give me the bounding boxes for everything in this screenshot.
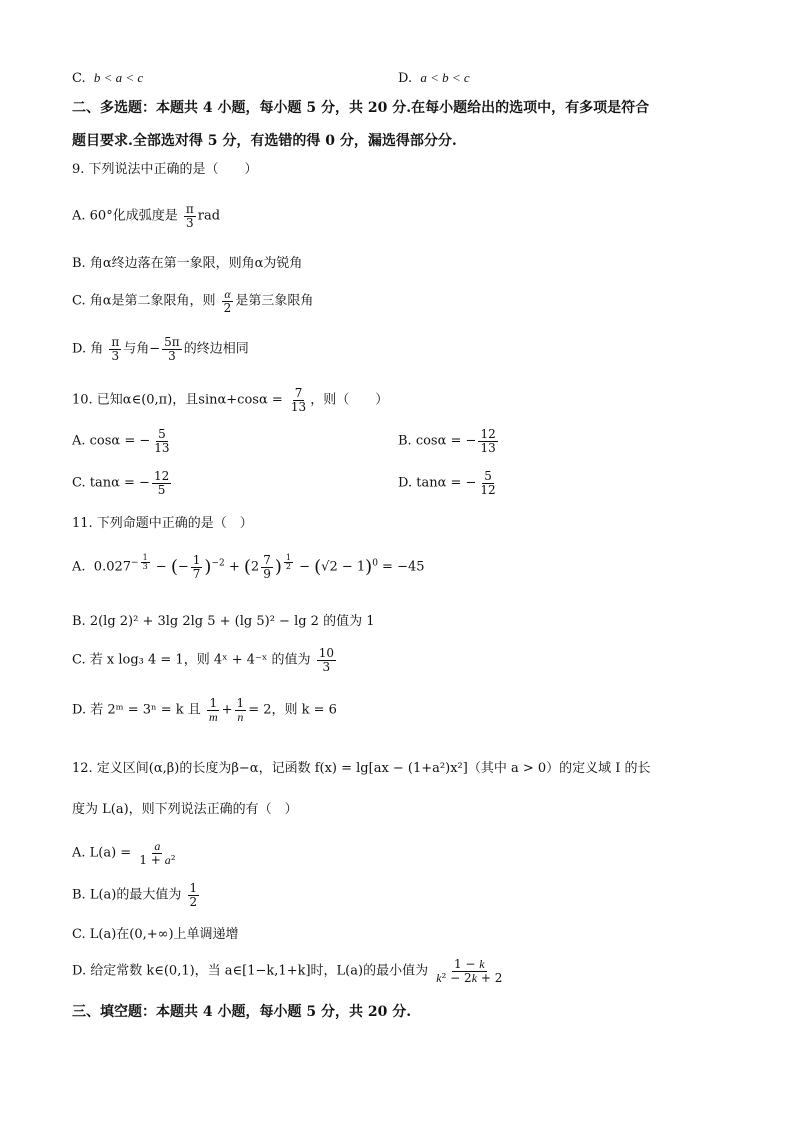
q9-option-b: B. 角α终边落在第一象限，则角α为锐角: [72, 256, 303, 271]
q12-option-d: D. 给定常数 k∈(0,1)，当 a∈[1−k,1+k]时，L(a)的最小值为 $\frac{1 - k}{\text{k² − 2k + 2}}$: [72, 957, 503, 985]
q12-option-a: A. L(a) = $\frac{a}{\text{1 + a²}}$: [72, 839, 176, 867]
option-c-prev: C. b < a < c: [72, 70, 144, 86]
q10-option-d: D. tanα = − $\frac{5}{12}$: [398, 469, 496, 497]
q11-option-b: B. 2(lg 2)² + 3lg 2lg 5 + (lg 5)² − lg 2 的值为 1: [72, 614, 375, 629]
section2-line2: 题目要求.全部选对得 5 分，有选错的得 0 分，漏选得部分分.: [72, 133, 457, 149]
q11-stem: 11. 下列命题中正确的是（ ）: [72, 516, 253, 531]
q11-option-d: D. 若 2ᵐ = 3ⁿ = k 且 $\frac{1}{m}$ + $\frac{1}{n}$ = 2，则 k = 6: [72, 696, 337, 724]
q10-option-b: B. cosα = − $\frac{12}{13}$: [398, 427, 496, 455]
q9-option-c: C. 角α是第二象限角，则 $\frac{\alpha}{2}$ 是第三象限角: [72, 287, 314, 315]
q11-option-c: C. 若 x log₃ 4 = 1，则 4ˣ + 4⁻ˣ 的值为 $\frac{10}{3}$: [72, 646, 334, 674]
q10-option-a: A. cosα = − $\frac{5}{13}$: [72, 427, 170, 455]
q10-stem: 10. 已知α∈(0,π)，且sinα+cosα = $\frac{7}{13}$ ，则（ ）: [72, 386, 389, 414]
q12-stem-line1: 12. 定义区间(α,β)的长度为β−α，记函数 f(x) = lg[ax − (1+a²)x²]（其中 a > 0）的定义域 I 的长: [72, 761, 651, 776]
q9-option-d: D. 角 $\frac{\pi}{3}$ 与角− $\frac{5\pi}{3}$ 的终边相同: [72, 335, 249, 363]
section3-heading: 三、填空题：本题共 4 小题，每小题 5 分，共 20 分.: [72, 1004, 412, 1020]
section2-line1: 二、多选题：本题共 4 小题，每小题 5 分，共 20 分.在每小题给出的选项中，有多项是符合: [72, 100, 650, 116]
q12-stem-line2: 度为 L(a)，则下列说法正确的有（ ）: [72, 802, 298, 817]
q10-option-c: C. tanα = − $\frac{12}{5}$: [72, 469, 170, 497]
option-d-prev: D. a < b < c: [398, 70, 470, 86]
q9-option-a: A. 60°化成弧度是 $\frac{\pi}{3}$ rad: [72, 202, 221, 230]
q12-option-c: C. L(a)在(0,+∞)上单调递增: [72, 927, 239, 942]
q12-option-b: B. L(a)的最大值为 $\frac{1}{2}$: [72, 881, 198, 909]
q11-option-a: A. $0.027^{- \frac{1}{3}}$ − (− $\frac{1}{7}$ )$^{-2}$ + (2 $\frac{7}{9}$ ) $^{\frac{1}{2}}$ − $(√2 - 1)^0 = -45$: [72, 553, 425, 581]
q9-stem: 9. 下列说法中正确的是（ ）: [72, 162, 258, 177]
